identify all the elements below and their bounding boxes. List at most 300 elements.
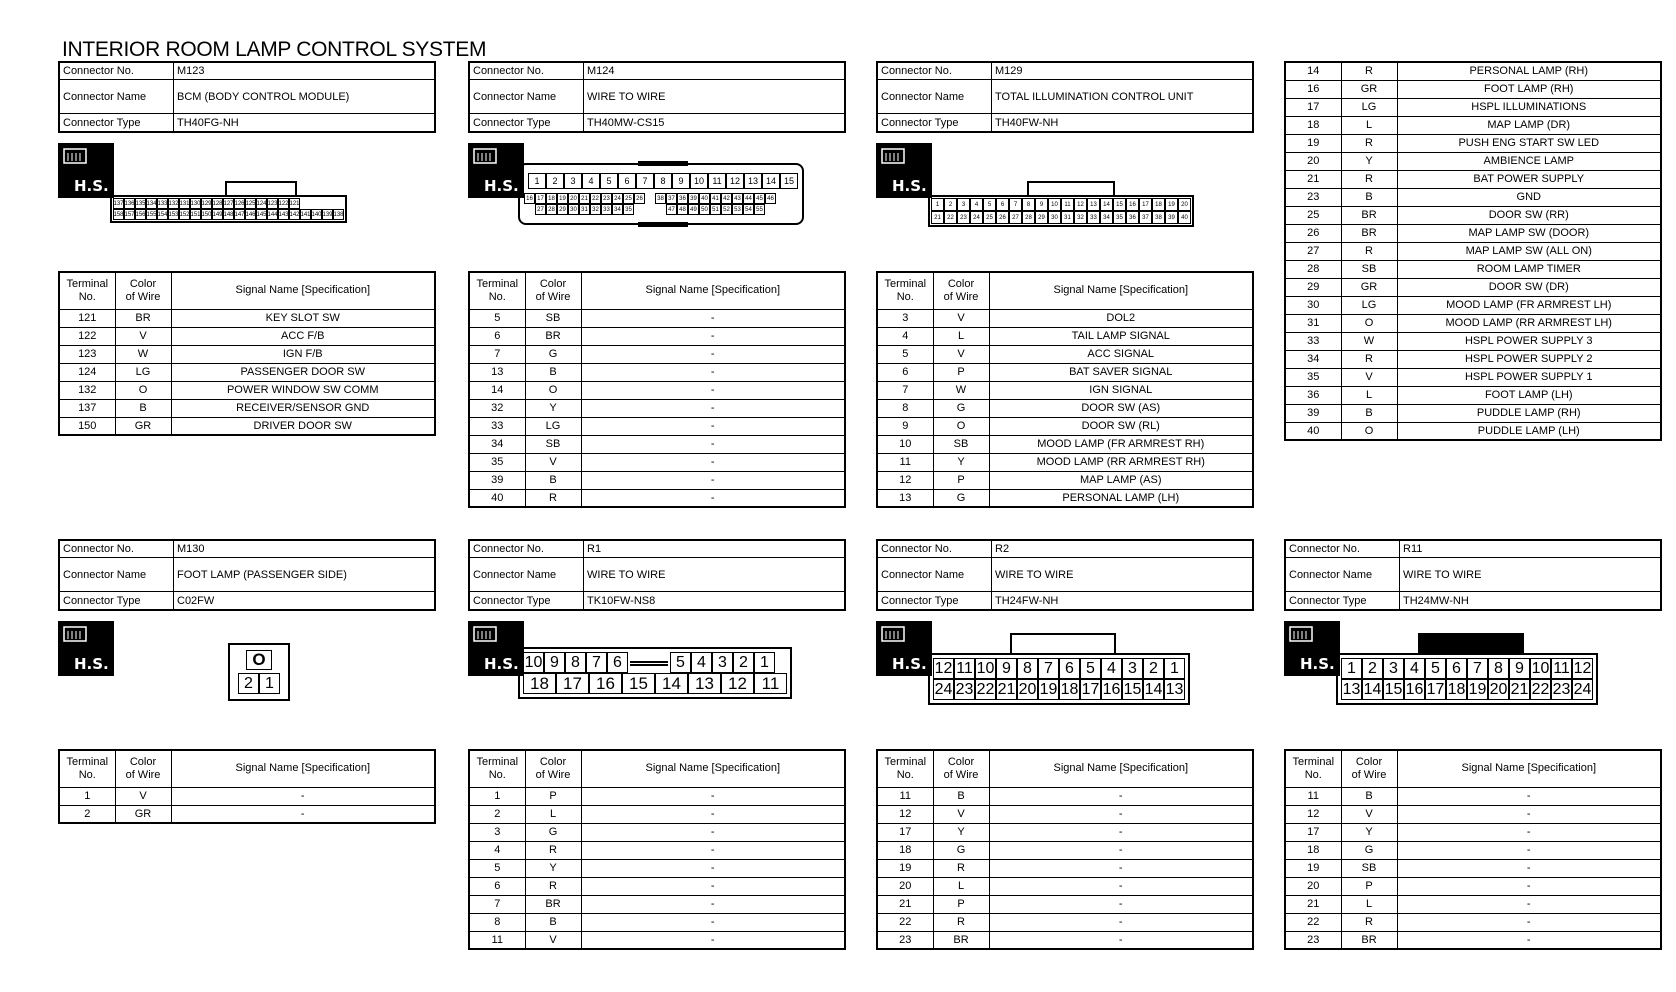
pin: 13: [744, 173, 762, 189]
pin-row-top: [1341, 658, 1593, 679]
terminal-no: 16: [1285, 80, 1341, 98]
connector-type-row: [60, 114, 434, 131]
wire-color: GR: [115, 805, 171, 823]
connector-no-row: [60, 541, 434, 558]
hs-icon: [876, 621, 932, 676]
terminal-no: 11: [469, 931, 525, 949]
wire-color: R: [1341, 242, 1397, 260]
m124-info-table: [468, 61, 846, 133]
table-row: [469, 345, 845, 363]
hs-label: H.S.: [484, 655, 519, 673]
wire-color: G: [1341, 841, 1397, 859]
pin: 50: [699, 204, 710, 215]
wire-color: L: [1341, 895, 1397, 913]
signal-name: POWER WINDOW SW COMM: [171, 381, 435, 399]
pin: 9: [672, 173, 690, 189]
page-title: INTERIOR ROOM LAMP CONTROL SYSTEM: [62, 38, 487, 61]
connector-no-row: [470, 63, 844, 80]
signal-name: KEY SLOT SW: [171, 309, 435, 327]
pin: 24: [933, 679, 954, 700]
signal-name: -: [581, 327, 845, 345]
pin: 23: [1551, 679, 1572, 700]
connector-type-value: TH40MW-CS15: [587, 116, 665, 129]
table-row: [1285, 350, 1661, 368]
table-row: [469, 877, 845, 895]
connector-type-value: TH40FW-NH: [995, 116, 1059, 129]
pin: 1: [528, 173, 546, 189]
pin: 19: [1467, 679, 1488, 700]
pin-row-middle: [524, 193, 798, 204]
connector-no-row: [878, 63, 1252, 80]
table-row: [469, 841, 845, 859]
table-row: [1285, 188, 1661, 206]
connector-name-row: [1286, 558, 1660, 592]
signal-name: -: [581, 453, 845, 471]
connector-m129: [876, 61, 1254, 508]
connector-m124: [468, 61, 846, 508]
pin: 14: [1143, 679, 1164, 700]
connector-no-row: [470, 541, 844, 558]
connector-name-label: Connector Name: [1286, 558, 1400, 591]
signal-name: PASSENGER DOOR SW: [171, 363, 435, 381]
hand-connector-icon: [472, 147, 498, 169]
table-row: [1285, 895, 1661, 913]
wire-color: P: [1341, 877, 1397, 895]
wire-color: B: [933, 787, 989, 805]
table-row: [59, 805, 435, 823]
pin: 3: [564, 173, 582, 189]
wire-color: B: [525, 363, 581, 381]
pin: 7: [1038, 658, 1059, 679]
wire-color: BR: [1341, 931, 1397, 949]
terminal-no: 20: [1285, 877, 1341, 895]
pin: 5: [983, 198, 996, 211]
table-row: [1285, 823, 1661, 841]
signal-name: -: [581, 841, 845, 859]
signal-name: MAP LAMP SW (DOOR): [1397, 224, 1661, 242]
pin: 8: [1488, 658, 1509, 679]
pin: 10: [975, 658, 996, 679]
signal-name: -: [1397, 841, 1661, 859]
table-row: [1285, 170, 1661, 188]
pin: 32: [1074, 211, 1087, 224]
pin: 15: [780, 173, 798, 189]
pin: 28: [1022, 211, 1035, 224]
terminal-no: 20: [1285, 152, 1341, 170]
color-header: Color of Wire: [1341, 750, 1397, 787]
wire-color: G: [933, 841, 989, 859]
table-row: [877, 859, 1253, 877]
pin: 18: [1059, 679, 1080, 700]
r11-connector-diagram: [1284, 611, 1662, 749]
signal-name: -: [581, 489, 845, 507]
terminal-no: 17: [1285, 98, 1341, 116]
table-row: [1285, 805, 1661, 823]
pin: 2: [1143, 658, 1164, 679]
connector-type-label: Connector Type: [60, 592, 174, 609]
signal-name: -: [581, 345, 845, 363]
pin: 23: [957, 211, 970, 224]
terminal-no: 124: [59, 363, 115, 381]
wire-color: V: [933, 309, 989, 327]
pin: 2: [238, 673, 259, 694]
signal-name: -: [581, 931, 845, 949]
wire-color: P: [933, 895, 989, 913]
terminal-no: 23: [877, 931, 933, 949]
wire-color: G: [933, 489, 989, 507]
pin: 24: [612, 193, 623, 204]
m129-latch: [1027, 181, 1115, 195]
signal-name: -: [989, 931, 1253, 949]
wire-color: R: [1341, 350, 1397, 368]
pin: 144: [267, 209, 278, 220]
wire-color: L: [933, 327, 989, 345]
pin: 13: [688, 673, 721, 694]
wire-color: LG: [525, 417, 581, 435]
pin: 131: [179, 198, 190, 209]
signal-name: GND: [1397, 188, 1661, 206]
table-row: [59, 345, 435, 363]
r2-terminal-table: [876, 749, 1254, 950]
r11-latch: [1418, 633, 1524, 653]
signal-name: -: [989, 787, 1253, 805]
pin: 24: [1572, 679, 1593, 700]
table-row: [469, 471, 845, 489]
terminal-header: Terminal No.: [877, 272, 933, 309]
r1-terminal-table: [468, 749, 846, 950]
pin: 5: [1425, 658, 1446, 679]
wire-color: Y: [525, 399, 581, 417]
pin: 17: [1080, 679, 1101, 700]
table-row: [1285, 224, 1661, 242]
wire-color: V: [525, 453, 581, 471]
signal-name: -: [989, 805, 1253, 823]
r11-terminal-table: [1284, 749, 1662, 950]
pin: 7: [1009, 198, 1022, 211]
table-row: [1285, 386, 1661, 404]
pin: 5: [1080, 658, 1101, 679]
table-row: [1285, 368, 1661, 386]
wire-color: W: [115, 345, 171, 363]
pin: 33: [601, 204, 612, 215]
terminal-no: 34: [1285, 350, 1341, 368]
table-row: [1285, 134, 1661, 152]
pin: 3: [1383, 658, 1404, 679]
pin: 21: [579, 193, 590, 204]
pin: 17: [535, 193, 546, 204]
terminal-no: 31: [1285, 314, 1341, 332]
wire-color: L: [525, 805, 581, 823]
table-row: [877, 471, 1253, 489]
table-row: [469, 823, 845, 841]
pin: 20: [568, 193, 579, 204]
signal-name: DRIVER DOOR SW: [171, 417, 435, 435]
terminal-no: 19: [1285, 859, 1341, 877]
table-row: [469, 489, 845, 507]
pin: 139: [322, 209, 333, 220]
signal-name: MOOD LAMP (RR ARMREST RH): [989, 453, 1253, 471]
wire-color: V: [1341, 805, 1397, 823]
terminal-no: 21: [1285, 895, 1341, 913]
terminal-no: 1: [59, 787, 115, 805]
signal-name: ACC F/B: [171, 327, 435, 345]
pin: 14: [655, 673, 688, 694]
connector-no-row: [878, 541, 1252, 558]
terminal-no: 13: [469, 363, 525, 381]
table-row: [877, 345, 1253, 363]
signal-name: -: [1397, 913, 1661, 931]
table-row: [1285, 787, 1661, 805]
pin: 28: [546, 204, 557, 215]
pin-row-bottom: [931, 211, 1191, 224]
signal-name: -: [581, 859, 845, 877]
pin: 37: [666, 193, 677, 204]
pin: 1: [259, 673, 280, 694]
table-row: [469, 859, 845, 877]
signal-name: ROOM LAMP TIMER: [1397, 260, 1661, 278]
terminal-header: Terminal No.: [1285, 750, 1341, 787]
terminal-no: 5: [877, 345, 933, 363]
signal-name: MAP LAMP (AS): [989, 471, 1253, 489]
wire-color: SB: [1341, 260, 1397, 278]
terminal-no: 6: [469, 327, 525, 345]
signal-name: DOL2: [989, 309, 1253, 327]
signal-name: HSPL POWER SUPPLY 2: [1397, 350, 1661, 368]
pin: 17: [1139, 198, 1152, 211]
terminal-no: 1: [469, 787, 525, 805]
table-row: [877, 399, 1253, 417]
terminal-no: 17: [1285, 823, 1341, 841]
pin: 145: [256, 209, 267, 220]
connector-name-row: [470, 558, 844, 592]
wire-color: W: [1341, 332, 1397, 350]
wire-color: V: [933, 805, 989, 823]
pin: 16: [589, 673, 622, 694]
color-header: Color of Wire: [115, 272, 171, 309]
pin: 18: [546, 193, 557, 204]
pin: 24: [970, 211, 983, 224]
pin: 45: [754, 193, 765, 204]
pin: 157: [124, 209, 135, 220]
connector-no-row: [1286, 541, 1660, 558]
pin: 20: [1178, 198, 1191, 211]
pin: 9: [1509, 658, 1530, 679]
connector-no-value: M124: [587, 65, 615, 77]
pin-row-top: [931, 198, 1191, 211]
hs-label: H.S.: [74, 655, 109, 673]
signal-name: -: [581, 471, 845, 489]
pin: 7: [636, 173, 654, 189]
connector-name-value: WIRE TO WIRE: [995, 568, 1074, 581]
pin: 130: [190, 198, 201, 209]
hs-label: H.S.: [484, 177, 519, 195]
terminal-no: 3: [469, 823, 525, 841]
wire-color: V: [525, 931, 581, 949]
pin: 40: [699, 193, 710, 204]
terminal-no: 19: [877, 859, 933, 877]
table-row: [1285, 404, 1661, 422]
terminal-no: 12: [1285, 805, 1341, 823]
pin: 29: [557, 204, 568, 215]
signal-name: DOOR SW (AS): [989, 399, 1253, 417]
pin: 19: [1165, 198, 1178, 211]
table-row: [1285, 206, 1661, 224]
terminal-no: 34: [469, 435, 525, 453]
pin: 129: [201, 198, 212, 209]
pin: 12: [1572, 658, 1593, 679]
pin: 20: [1017, 679, 1038, 700]
wire-color: G: [525, 345, 581, 363]
pin: 21: [1509, 679, 1530, 700]
pin: 4: [1404, 658, 1425, 679]
pin: 2: [1362, 658, 1383, 679]
wire-color: V: [933, 345, 989, 363]
table-row: [877, 363, 1253, 381]
pin: 35: [623, 204, 634, 215]
connector-m123: [58, 61, 436, 436]
connector-no-label: Connector No.: [470, 541, 584, 557]
signal-name: DOOR SW (DR): [1397, 278, 1661, 296]
pin: 43: [732, 193, 743, 204]
signal-name: MOOD LAMP (FR ARMREST LH): [1397, 296, 1661, 314]
pin: 11: [708, 173, 726, 189]
pin: 39: [688, 193, 699, 204]
pin: 11: [1551, 658, 1572, 679]
terminal-header: Terminal No.: [469, 750, 525, 787]
m130-connector-diagram: [58, 611, 436, 749]
signal-name: -: [989, 913, 1253, 931]
m129-connector-face: [928, 195, 1194, 227]
wire-color: Y: [933, 453, 989, 471]
signal-name: -: [171, 787, 435, 805]
signal-name: -: [581, 913, 845, 931]
table-row: [469, 453, 845, 471]
table-row: [1285, 841, 1661, 859]
pin: 14: [1100, 198, 1113, 211]
table-row: [469, 787, 845, 805]
pin: 23: [954, 679, 975, 700]
terminal-no: 8: [877, 399, 933, 417]
pin: 54: [743, 204, 754, 215]
table-row: [1285, 859, 1661, 877]
table-row: [877, 309, 1253, 327]
pin: 18: [1446, 679, 1467, 700]
wire-color: R: [525, 841, 581, 859]
wire-color: B: [115, 399, 171, 417]
pin-row: [238, 673, 280, 694]
signal-name: -: [581, 363, 845, 381]
r2-info-table: [876, 539, 1254, 611]
table-row: [877, 913, 1253, 931]
pin: 39: [1165, 211, 1178, 224]
m130-key: O: [246, 650, 272, 670]
m124-connector-diagram: [468, 133, 846, 271]
terminal-no: 137: [59, 399, 115, 417]
wire-color: L: [1341, 386, 1397, 404]
wire-color: B: [1341, 188, 1397, 206]
signal-name: MAP LAMP (DR): [1397, 116, 1661, 134]
signal-name: -: [989, 895, 1253, 913]
wire-color: R: [1341, 170, 1397, 188]
table-row: [1285, 152, 1661, 170]
wire-color: Y: [525, 859, 581, 877]
connector-no-label: Connector No.: [1286, 541, 1400, 557]
pin: 14: [1362, 679, 1383, 700]
connector-type-value: TH24MW-NH: [1403, 594, 1469, 607]
pin: 10: [1048, 198, 1061, 211]
table-row: [469, 381, 845, 399]
hs-icon: [58, 621, 114, 676]
pin: 22: [1530, 679, 1551, 700]
connector-no-label: Connector No.: [878, 541, 992, 557]
terminal-no: 7: [877, 381, 933, 399]
table-row: [59, 309, 435, 327]
table-row: [1285, 278, 1661, 296]
connector-name-value: WIRE TO WIRE: [1403, 568, 1482, 581]
connector-no-value: M123: [177, 65, 205, 77]
signal-name: ACC SIGNAL: [989, 345, 1253, 363]
signal-name: -: [581, 381, 845, 399]
pin: 21: [931, 211, 944, 224]
pin: 134: [146, 198, 157, 209]
wire-color: R: [1341, 913, 1397, 931]
wire-color: O: [933, 417, 989, 435]
pin: 3: [957, 198, 970, 211]
connector-name-value: WIRE TO WIRE: [587, 90, 666, 103]
pin: 12: [1074, 198, 1087, 211]
connector-type-row: [1286, 592, 1660, 609]
terminal-no: 33: [1285, 332, 1341, 350]
pin: 11: [754, 673, 787, 694]
connector-no-value: R11: [1403, 543, 1423, 555]
terminal-no: 39: [469, 471, 525, 489]
signal-name: -: [1397, 787, 1661, 805]
pin: 6: [996, 198, 1009, 211]
table-row: [469, 309, 845, 327]
pin: 127: [223, 198, 234, 209]
pin: 11: [954, 658, 975, 679]
pin: 21: [996, 679, 1017, 700]
wire-color: B: [525, 913, 581, 931]
pin: 15: [1383, 679, 1404, 700]
connector-type-value: C02FW: [177, 594, 215, 607]
r1-connector-diagram: [468, 611, 846, 749]
wire-color: SB: [525, 435, 581, 453]
terminal-no: 23: [1285, 931, 1341, 949]
table-row: [59, 787, 435, 805]
signal-header: Signal Name [Specification]: [1397, 750, 1661, 787]
signal-name: -: [1397, 859, 1661, 877]
pin: 8: [1022, 198, 1035, 211]
signal-name: PUDDLE LAMP (RH): [1397, 404, 1661, 422]
pin: 53: [732, 204, 743, 215]
pin: 34: [612, 204, 623, 215]
connector-name-label: Connector Name: [878, 558, 992, 591]
pin: 126: [234, 198, 245, 209]
color-header: Color of Wire: [525, 272, 581, 309]
table-row: [877, 435, 1253, 453]
terminal-no: 35: [469, 453, 525, 471]
pin-row-bottom: [933, 679, 1185, 700]
m129-terminal-table: [876, 271, 1254, 508]
wire-color: W: [933, 381, 989, 399]
pin: 38: [1152, 211, 1165, 224]
wire-color: LG: [1341, 296, 1397, 314]
terminal-no: 32: [469, 399, 525, 417]
signal-name: -: [581, 309, 845, 327]
table-row: [1285, 931, 1661, 949]
table-row: [1285, 116, 1661, 134]
